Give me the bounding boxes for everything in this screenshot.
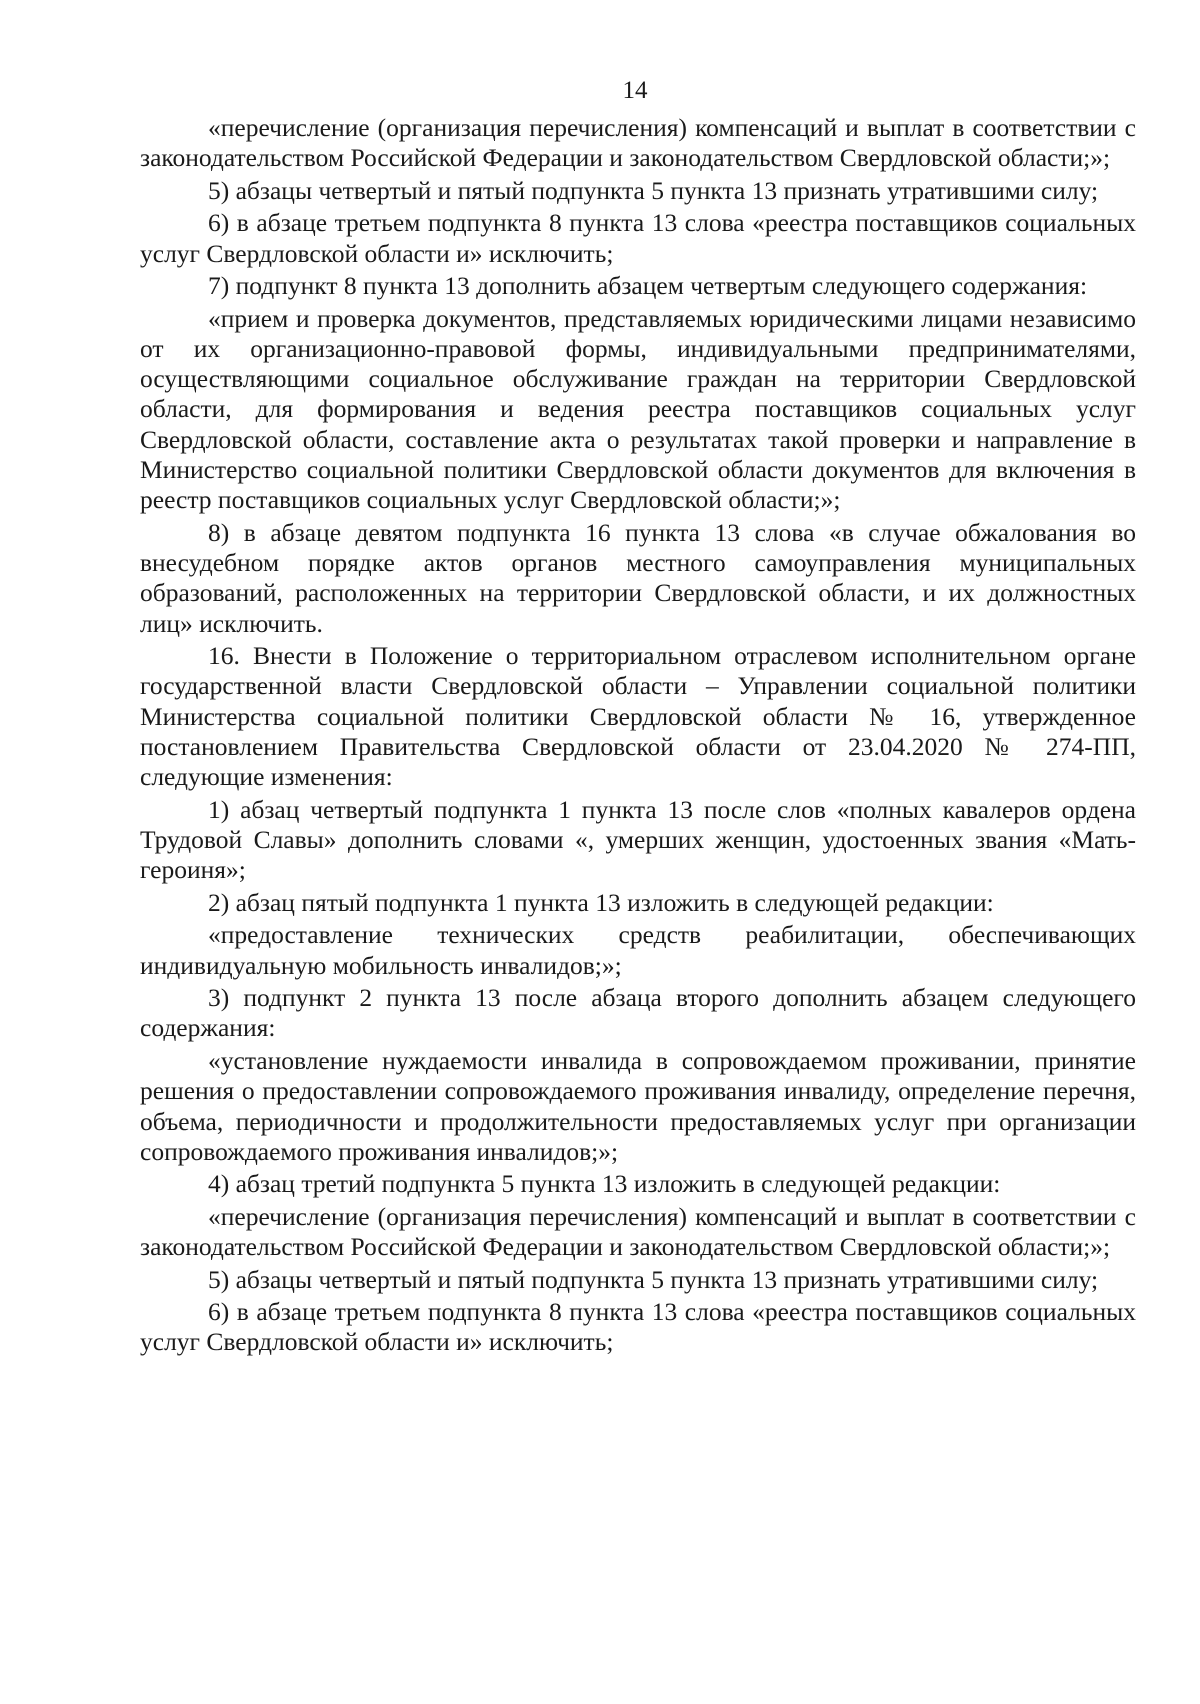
paragraph: 1) абзац четвертый подпункта 1 пункта 13 после слов «полных кавалеров ордена Трудовой Славы» дополнить словами «, умерших женщин, удостоенных звания «Мать-героиня»; [140,794,1136,885]
document-body [140,113,1136,1360]
page-number: 14 [622,77,648,104]
paragraph: «предоставление технических средств реабилитации, обеспечивающих индивидуальную мобильность инвалидов;»; [140,920,1136,980]
paragraph: 5) абзацы четвертый и пятый подпункта 5 пункта 13 признать утратившими силу; [208,175,1099,205]
paragraph: 7) подпункт 8 пункта 13 дополнить абзацем четвертым следующего содержания: [208,271,1088,301]
paragraph: 5) абзацы четвертый и пятый подпункта 5 пункта 13 признать утратившими силу; [208,1264,1099,1294]
paragraph: «прием и проверка документов, представляемых юридическими лицами независимо от их организационно-правовой формы, индивидуальными предпринимателями, осуществляющими социальное обслуживание граждан на территории Свердловской области, для формирования и ведения реестра поставщиков социальных услуг Свердловской области, составление акта о результатах такой проверки и направление в Министерство социальной политики Свердловской области документов для включения в реестр поставщиков социальных услуг Свердловской области;»; [140,303,1136,515]
paragraph: 16. Внести в Положение о территориальном отраслевом исполнительном органе государственной власти Свердловской области – Управлении социальной политики Министерства социальной политики Свердловской области № 16, утвержденное постановлением Правительства Свердловской области от 23.04.2020 № 274-ПП, следующие изменения: [140,641,1136,792]
paragraph: 2) абзац пятый подпункта 1 пункта 13 изложить в следующей редакции: [208,887,994,917]
paragraph: 4) абзац третий подпункта 5 пункта 13 изложить в следующей редакции: [208,1169,1001,1199]
paragraph: «перечисление (организация перечисления) компенсаций и выплат в соответствии с законодательством Российской Федерации и законодательством Свердловской области;»; [140,1201,1136,1262]
paragraph: «перечисление (организация перечисления) компенсаций и выплат в соответствии с законодательством Российской Федерации и законодательством Свердловской области;»; [140,113,1136,173]
paragraph: 3) подпункт 2 пункта 13 после абзаца второго дополнить абзацем следующего содержания: [140,983,1136,1043]
paragraph: 8) в абзаце девятом подпункта 16 пункта 13 слова «в случае обжалования во внесудебном порядке актов органов местного самоуправления муниципальных образований, расположенных на территории Свердловской области, и их должностных лиц» исключить. [140,517,1136,638]
paragraph: 6) в абзаце третьем подпункта 8 пункта 13 слова «реестра поставщиков социальных услуг Свердловской области и» исключить; [140,1297,1136,1357]
paragraph: «установление нуждаемости инвалида в сопровождаемом проживании, принятие решения о предоставлении сопровождаемого проживания инвалиду, определение перечня, объема, периодичности и продолжительности предоставляемых услуг при организации сопровождаемого проживания инвалидов;»; [140,1045,1136,1166]
paragraph: 6) в абзаце третьем подпункта 8 пункта 13 слова «реестра поставщиков социальных услуг Свердловской области и» исключить; [140,208,1136,268]
